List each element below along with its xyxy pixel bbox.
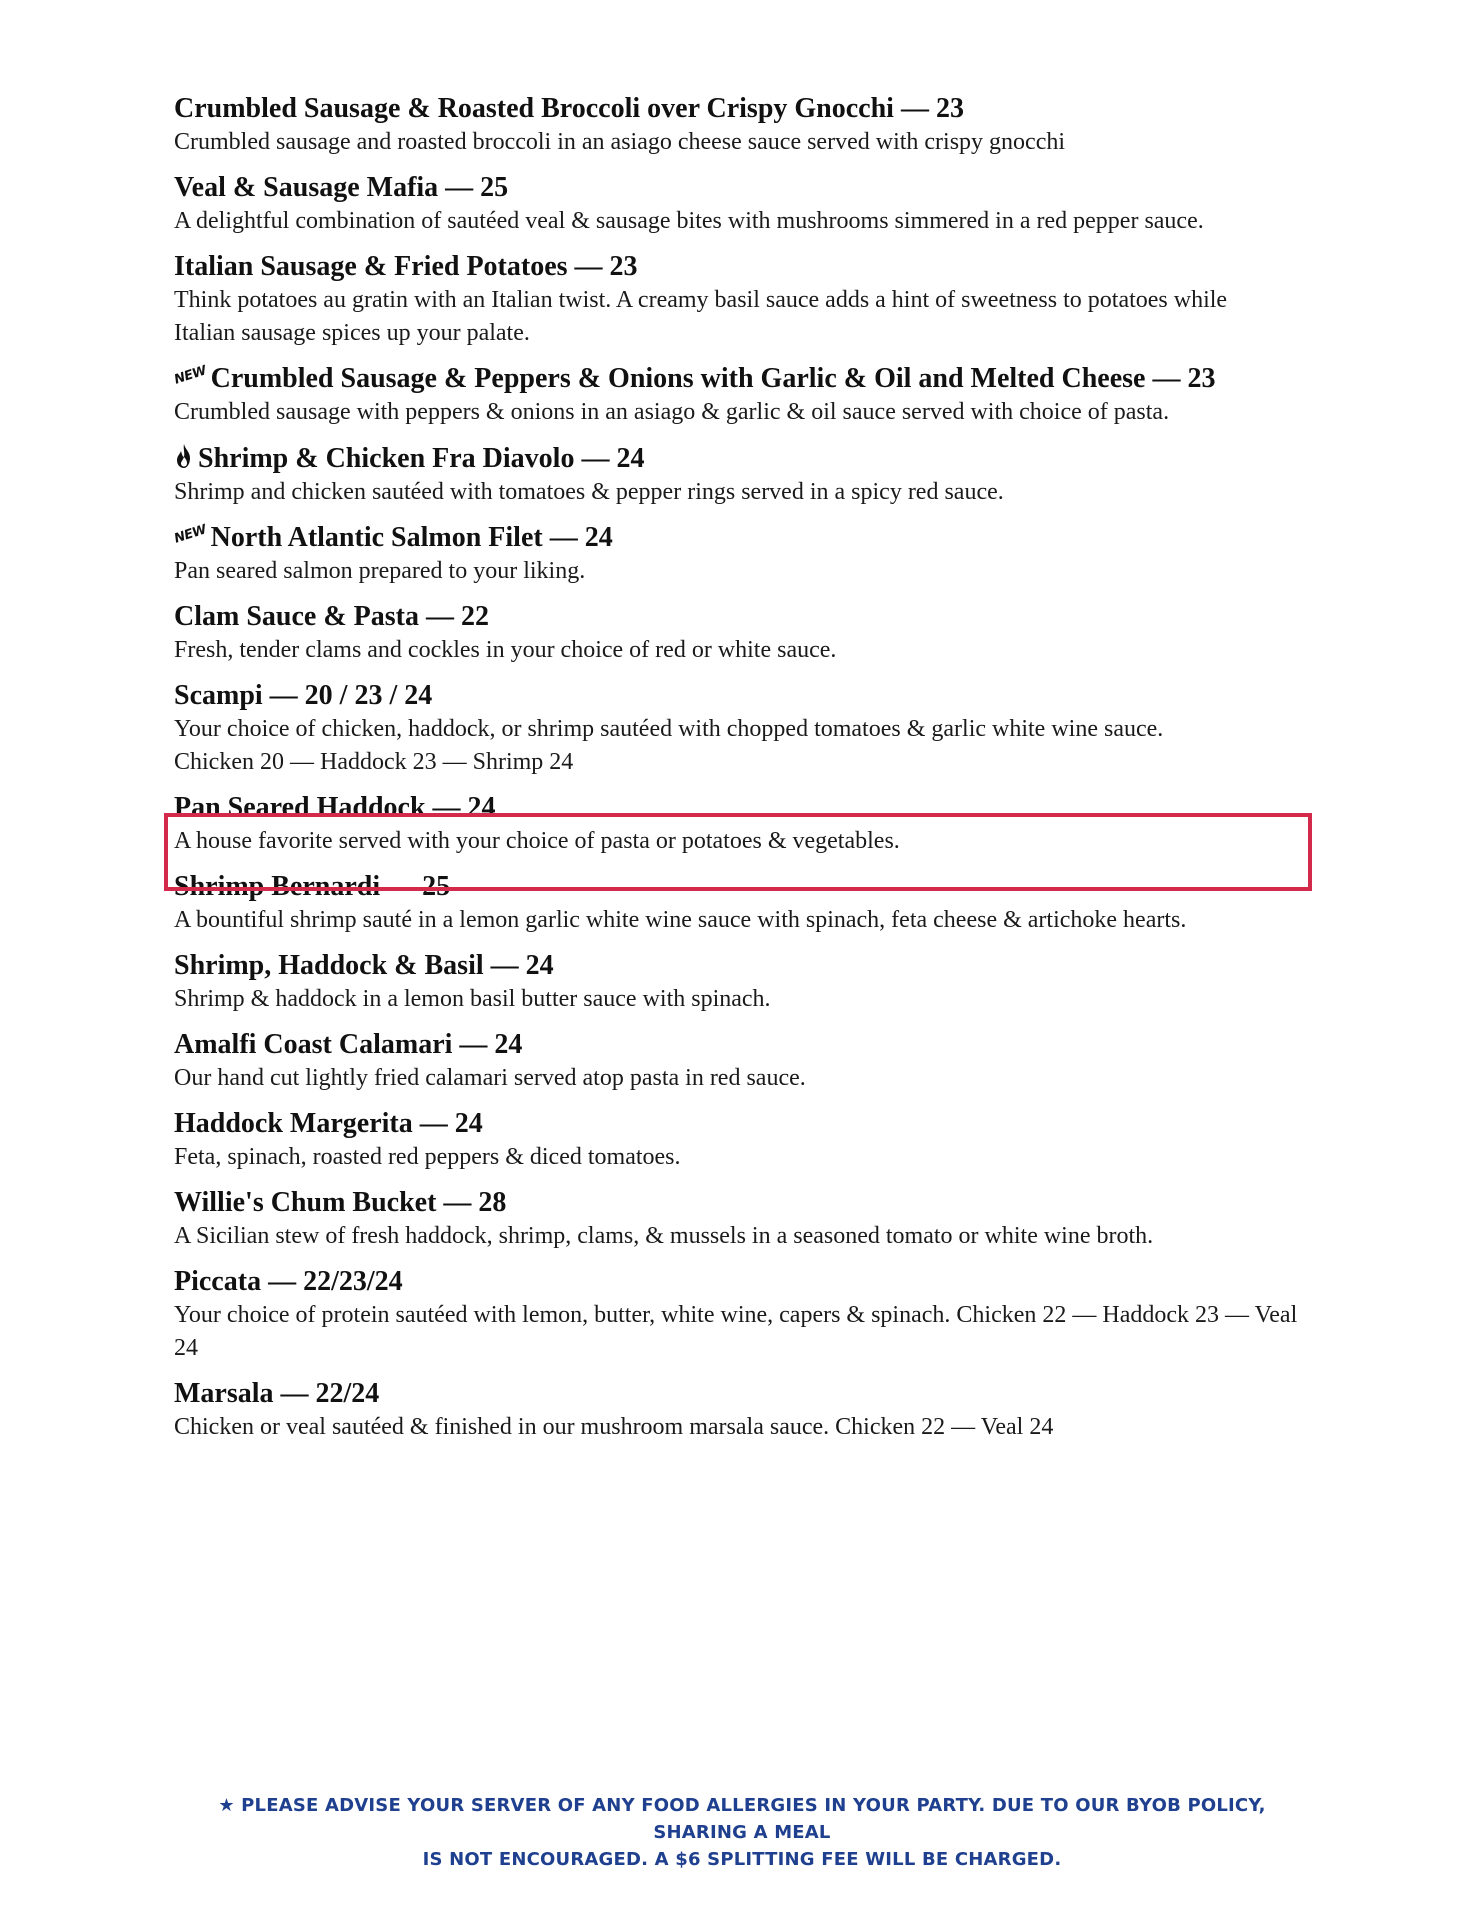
menu-item	[174, 1028, 1314, 1095]
menu-item-highlighted	[174, 791, 1314, 858]
menu-item-title	[174, 250, 1314, 284]
menu-item	[174, 1265, 1314, 1365]
menu-item	[174, 92, 1314, 159]
menu-item-title	[174, 1377, 1314, 1411]
menu-item	[174, 1377, 1314, 1444]
menu-item	[174, 521, 1314, 588]
menu-item-description: Pan seared salmon prepared to your liking.	[174, 558, 586, 584]
menu-item-title	[174, 600, 1314, 634]
menu-item-description: A house favorite served with your choice of pasta or potatoes & vegetables.	[174, 828, 900, 854]
menu-item-description: A delightful combination of sautéed veal & sausage bites with mushrooms simmered in a red pepper sauce.	[174, 208, 1204, 234]
menu-item-title	[174, 441, 1314, 476]
menu-item-title	[174, 171, 1314, 205]
menu-item	[174, 949, 1314, 1016]
menu-item	[174, 870, 1314, 937]
menu-item-description: Crumbled sausage and roasted broccoli in an asiago cheese sauce served with crispy gnocchi	[174, 129, 1066, 155]
menu-item-title	[174, 679, 1314, 713]
menu-item	[174, 250, 1314, 350]
allergy-footer-note	[170, 1792, 1314, 1873]
menu-item-list	[174, 92, 1314, 1456]
new-badge-icon: NEW	[172, 363, 209, 388]
menu-item-title-text: Pan Seared Haddock — 24	[174, 792, 496, 823]
fire-icon	[174, 443, 194, 469]
new-badge-icon: NEW	[172, 522, 209, 547]
menu-item-description: Shrimp & haddock in a lemon basil butter sauce with spinach.	[174, 986, 771, 1012]
menu-item-title	[174, 521, 1314, 555]
menu-item-title-text: Piccata — 22/23/24	[174, 1266, 403, 1297]
menu-item-description: Shrimp and chicken sautéed with tomatoes & pepper rings served in a spicy red sauce.	[174, 479, 1004, 505]
footer-line-2: IS NOT ENCOURAGED. A $6 SPLITTING FEE WILL BE CHARGED.	[422, 1849, 1062, 1870]
menu-item-title-text: Crumbled Sausage & Peppers & Onions with Garlic & Oil and Melted Cheese — 23	[210, 363, 1216, 394]
footer-line-1: ★ PLEASE ADVISE YOUR SERVER OF ANY FOOD ALLERGIES IN YOUR PARTY. DUE TO OUR BYOB POLICY, SHARING A MEAL	[218, 1795, 1266, 1843]
menu-item-title	[174, 1028, 1314, 1062]
menu-item-title-text: Amalfi Coast Calamari — 24	[174, 1029, 523, 1060]
menu-item-title	[174, 791, 1314, 825]
menu-item-title	[174, 1186, 1314, 1220]
menu-item-title	[174, 362, 1314, 396]
menu-item-description: Chicken or veal sautéed & finished in our mushroom marsala sauce. Chicken 22 — Veal 24	[174, 1414, 1054, 1440]
menu-item-title	[174, 1107, 1314, 1141]
menu-item-title-text: Willie's Chum Bucket — 28	[174, 1187, 507, 1218]
menu-item-description: Fresh, tender clams and cockles in your choice of red or white sauce.	[174, 637, 837, 663]
menu-item-title-text: Scampi — 20 / 23 / 24	[174, 680, 433, 711]
menu-item-description: Our hand cut lightly fried calamari served atop pasta in red sauce.	[174, 1065, 806, 1091]
menu-item-description: A bountiful shrimp sauté in a lemon garlic white wine sauce with spinach, feta cheese & artichoke hearts.	[174, 907, 1187, 933]
menu-item-title-text: Italian Sausage & Fried Potatoes — 23	[174, 251, 638, 282]
menu-item	[174, 1107, 1314, 1174]
menu-item-title-text: Veal & Sausage Mafia — 25	[174, 172, 509, 203]
menu-item-title	[174, 1265, 1314, 1299]
menu-item-description: Your choice of chicken, haddock, or shrimp sautéed with chopped tomatoes & garlic white wine sauce.	[174, 716, 1164, 742]
menu-item-description: Feta, spinach, roasted red peppers & diced tomatoes.	[174, 1144, 681, 1170]
menu-item	[174, 441, 1314, 509]
menu-item-title	[174, 949, 1314, 983]
menu-item-description: Your choice of protein sautéed with lemon, butter, white wine, capers & spinach. Chicken 22 — Haddock 23 — Veal 24	[174, 1302, 1298, 1361]
menu-item-title-text: Crumbled Sausage & Roasted Broccoli over Crispy Gnocchi — 23	[174, 93, 964, 124]
menu-item-price-breakdown: Chicken 20 — Haddock 23 — Shrimp 24	[174, 749, 574, 775]
menu-item-title	[174, 92, 1314, 126]
menu-item-description: Crumbled sausage with peppers & onions in an asiago & garlic & oil sauce served with choice of pasta.	[174, 399, 1170, 425]
menu-item-title-text: Shrimp Bernardi — 25	[174, 871, 451, 902]
menu-item-title-text: Haddock Margerita — 24	[174, 1108, 483, 1139]
menu-item	[174, 362, 1314, 429]
menu-item	[174, 171, 1314, 238]
menu-item	[174, 679, 1314, 779]
menu-item-title-text: North Atlantic Salmon Filet — 24	[210, 522, 613, 553]
menu-item-title-text: Marsala — 22/24	[174, 1378, 380, 1409]
menu-item-title-text: Shrimp & Chicken Fra Diavolo — 24	[198, 443, 645, 474]
menu-item-title-text: Shrimp, Haddock & Basil — 24	[174, 950, 554, 981]
menu-item-title-text: Clam Sauce & Pasta — 22	[174, 601, 489, 632]
menu-item-title	[174, 870, 1314, 904]
menu-item-description: Think potatoes au gratin with an Italian twist. A creamy basil sauce adds a hint of sweetness to potatoes while Italian sausage spices up your palate.	[174, 287, 1228, 346]
menu-item	[174, 600, 1314, 667]
menu-item	[174, 1186, 1314, 1253]
menu-item-description: A Sicilian stew of fresh haddock, shrimp, clams, & mussels in a seasoned tomato or white wine broth.	[174, 1223, 1154, 1249]
